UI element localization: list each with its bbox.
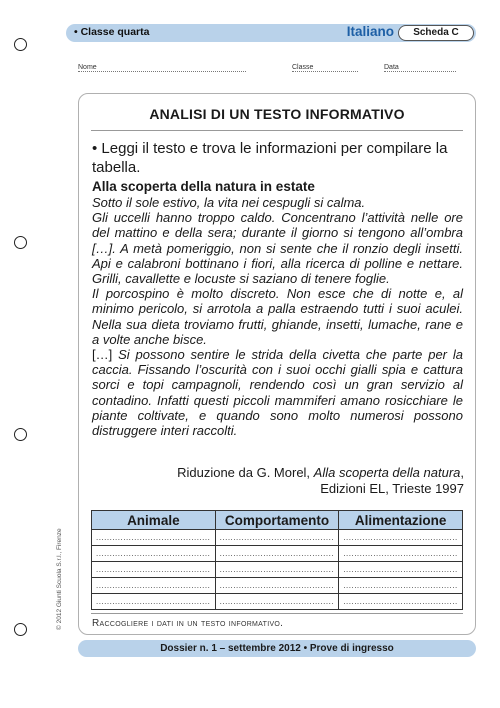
answer-cell-behavior[interactable]: .......................................... [215, 530, 339, 546]
column-header-diet: Alimentazione [339, 511, 463, 530]
answer-cell-animal[interactable]: .......................................... [92, 578, 216, 594]
date-label: Data [384, 64, 399, 71]
answer-cell-animal[interactable]: .......................................... [92, 594, 216, 610]
credit-publisher: Edizioni EL, Trieste 1997 [320, 480, 464, 496]
footer-bar: Dossier n. 1 – settembre 2012 • Prove di ingresso [78, 640, 476, 657]
story-paragraph-text: Si possono sentire le strida della civetta che parte per la caccia. Fissando l’oscurità con i suoi occhi gialli spia e cattura sorci e topi campagnoli, rendendo così un gran servizio al contadino. Infatti questi piccoli mammiferi amano rosicchiare le piante coltivate, e quando sono molto numerosi possono distruggere interi raccolti. [92, 347, 463, 439]
table-row [92, 530, 463, 546]
instruction: • Leggi il testo e trova le informazioni per compilare la tabella. [92, 140, 448, 176]
subject-label: Italiano [346, 24, 394, 39]
story-text [92, 195, 463, 438]
answer-cell-animal[interactable]: .......................................... [92, 530, 216, 546]
name-label: Nome [78, 64, 97, 71]
source-credit [177, 465, 464, 496]
skill-caption: Raccogliere i dati in un testo informativo. [92, 618, 284, 629]
credit-prefix: Riduzione da G. Morel, [177, 465, 314, 480]
answer-cell-diet[interactable]: .......................................... [339, 594, 463, 610]
table-row [92, 578, 463, 594]
answer-cell-behavior[interactable]: .......................................... [215, 546, 339, 562]
answer-cell-behavior[interactable]: .......................................... [215, 594, 339, 610]
answer-cell-animal[interactable]: .......................................... [92, 546, 216, 562]
page-title: ANALISI DI UN TESTO INFORMATIVO [149, 106, 405, 122]
binder-hole-3 [14, 428, 27, 441]
story-title: Alla scoperta della natura in estate [92, 179, 315, 194]
divider [91, 613, 463, 614]
credit-book-title: Alla scoperta della natura [313, 465, 461, 480]
answer-cell-diet[interactable]: .......................................... [339, 578, 463, 594]
grade-label: • Classe quarta [74, 26, 150, 38]
credit-suffix: , [460, 465, 464, 480]
table-row [92, 546, 463, 562]
worksheet-card [78, 93, 476, 635]
story-paragraph: Il porcospino è molto discreto. Non esce che di notte e, al minimo pericolo, si arrotola a palla estraendo tutti i suoi aculei. Nella sua dieta troviamo frutti, ghiande, insetti, lumache, rane e a volte anche bisce. [92, 286, 463, 347]
binder-hole-1 [14, 38, 27, 51]
class-label: Classe [292, 64, 314, 71]
data-table [91, 510, 463, 610]
answer-cell-diet[interactable]: .......................................... [339, 562, 463, 578]
student-fields [78, 64, 476, 76]
table-row [92, 594, 463, 610]
story-paragraph [92, 347, 463, 438]
answer-cell-behavior[interactable]: .......................................... [215, 578, 339, 594]
answer-cell-animal[interactable]: .......................................... [92, 562, 216, 578]
header-bar [66, 24, 476, 42]
binder-hole-2 [14, 236, 27, 249]
binder-hole-4 [14, 623, 27, 636]
omission-mark: […] [92, 347, 113, 363]
answer-cell-behavior[interactable]: .......................................... [215, 562, 339, 578]
story-paragraph: Gli uccelli hanno troppo caldo. Concentrano l’attività nelle ore del mattino e della sera; durante il giorno si tengono all’ombra […]. A metà pomeriggio, non si sente che il ronzio degli insetti. Api e calabroni bottinano i fiori, alla ricerca di polline e nettare. Grilli, cavallette e locuste si saziano di tenere foglie. [92, 210, 463, 287]
story-paragraph: Sotto il sole estivo, la vita nei cespugli si calma. [92, 195, 366, 210]
column-header-animal: Animale [92, 511, 216, 530]
answer-cell-diet[interactable]: .......................................... [339, 530, 463, 546]
column-header-behavior: Comportamento [215, 511, 339, 530]
answer-cell-diet[interactable]: .......................................... [339, 546, 463, 562]
divider [91, 130, 463, 131]
copyright-note: © 2012 Giunti Scuola S.r.l., Firenze [56, 528, 63, 630]
worksheet-badge: Scheda C [398, 25, 474, 41]
table-row [92, 562, 463, 578]
